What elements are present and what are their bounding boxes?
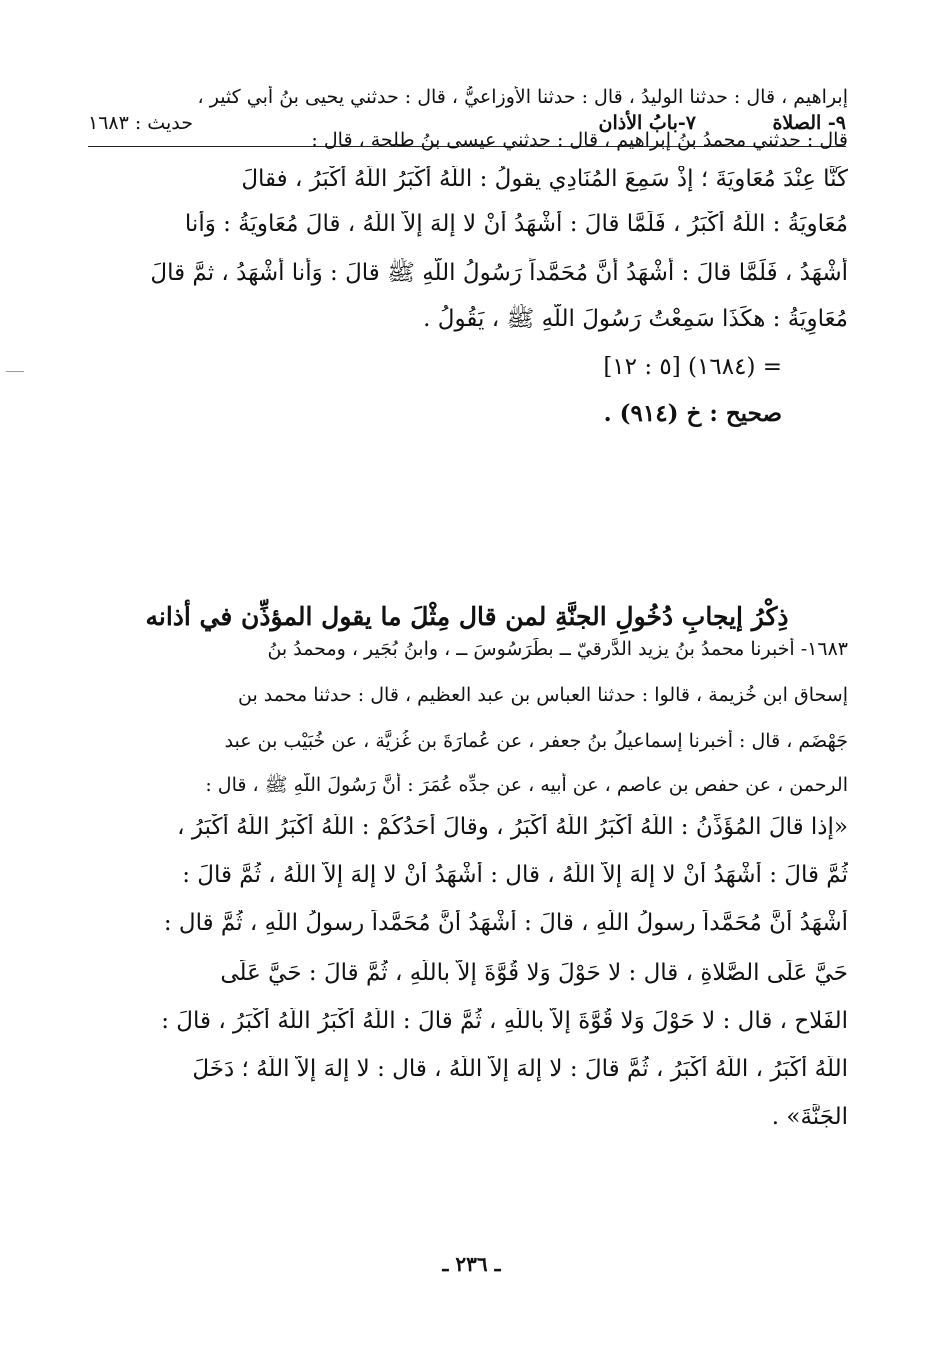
matn-line: أَشْهَدُ ، فَلَمَّا قالَ : أَشْهَدُ أَنَّ مُحَمَّداً رَسُولُ اللَّهِ ﷺ قالَ : وَأَنا أَشْهَدُ ، ثمَّ قالَ (150, 260, 848, 286)
margin-mark (6, 371, 24, 372)
hadith-isnad-line: جَهْضَم ، قال : أخبرنا إسماعيلُ بنُ جعفر ، عن عُمارَةَ بن غُزيَّة ، عن خُبَيْب بن عبد (224, 730, 848, 752)
header-chapter-title: ٩- الصلاة (772, 112, 846, 134)
isnad-line: إبراهيم ، قال : حدثنا الوليدُ ، قال : حدثنا الأوزاعيُّ ، قال : حدثني يحيى بنُ أبي كثير ، (197, 86, 848, 108)
matn-line: مُعَاوِيَةُ : هكَذَا سَمِعْتُ رَسُولَ اللَّهِ ﷺ ، يَقُولُ . (423, 306, 848, 332)
page-number: ـ ٢٣٦ ـ (442, 1252, 501, 1276)
hadith-matn-line: الفَلاحِ ، قال : لا حَوْلَ وَلا قُوَّةَ إلاَّ باللَّهِ ، ثُمَّ قالَ : اللَّهُ أَكْبَرُ اللَّهُ أَكْبَرُ ، قالَ : (161, 1008, 848, 1034)
matn-line: كُنَّا عِنْدَ مُعَاوِيَةَ ؛ إِذْ سَمِعَ المُنَادِي يقولُ : اللَّهُ أَكْبَرُ اللَّهُ أَكْبَرُ ، فقالَ (241, 166, 848, 192)
header-book-title: ٧-بابُ الأذان (598, 112, 696, 134)
hadith-matn-line: «إذا قالَ المُؤَذِّنُ : اللَّهُ أَكْبَرُ اللَّهُ أَكْبَرُ ، وقالَ أَحَدُكُمْ : اللَّهُ أَكْبَرُ اللَّهُ أَكْبَرُ ، (177, 814, 848, 840)
hadith-matn-line: ثُمَّ قالَ : أَشْهَدُ أَنْ لا إلهَ إلاَّ اللَّهُ ، قال : أَشْهَدُ أَنْ لا إلهَ إلاَّ اللَّهُ ، ثُمَّ قالَ : (182, 862, 848, 888)
hadith-matn-line: أَشْهَدُ أَنَّ مُحَمَّداً رسولُ اللَّهِ ، قالَ : أَشْهَدُ أَنَّ مُحَمَّداً رسولُ اللَّهِ ، ثُمَّ قال : (163, 910, 848, 936)
cross-reference: = (١٦٨٤) [٥ : ١٢] (603, 354, 782, 380)
section-heading: ذِكْرُ إيجابِ دُخُولِ الجنَّةِ لمن قال مِثْلَ ما يقول المؤذِّن في أذانه (145, 602, 789, 631)
grading: صحيح : خ (٩١٤) . (603, 400, 782, 427)
hadith-isnad-line: الرحمن ، عن حفص بن عاصم ، عن أبيه ، عن جدِّه عُمَرَ : أَنَّ رَسُولَ اللَّهِ ﷺ ، قال : (205, 774, 848, 796)
hadith-matn-line: الجَنَّةَ» . (771, 1104, 848, 1130)
hadith-isnad-line: إسحاق ابن خُزيمة ، قالوا : حدثنا العباس بن عبد العظيم ، قال : حدثنا محمد بن (238, 684, 848, 706)
isnad-line: قال : حدثني محمدُ بنُ إبراهيم ، قال : حدثني عيسى بنُ طلحة ، قال : (311, 129, 848, 151)
header-hadith-number: حديث : ١٦٨٣ (88, 112, 193, 134)
hadith-isnad-line: ١٦٨٣- أخبرنا محمدُ بنُ يزيد الدَّرقيّ ــ بطَرَسُوسَ ــ ، وابنُ بُجَير ، ومحمدُ بنُ (267, 638, 848, 660)
hadith-matn-line: حَيَّ عَلَى الصَّلاةِ ، قال : لا حَوْلَ وَلا قُوَّةَ إلاَّ باللَّهِ ، ثُمَّ قالَ : حَيَّ عَلَى (220, 960, 848, 986)
matn-line: مُعَاوِيَةُ : اللَّهُ أَكْبَرُ ، فَلَمَّا قالَ : أَشْهَدُ أَنْ لا إلهَ إلاَّ اللَّهُ ، قالَ مُعَاوِيَةُ : وَأَنا (184, 211, 848, 237)
hadith-matn-line: اللَّهُ أَكْبَرُ ، اللَّهُ أَكْبَرُ ، ثُمَّ قالَ : لا إلهَ إلاَّ اللَّهُ ، قال : لا إلهَ إلاَّ اللَّهُ ؛ دَخَلَ (192, 1056, 848, 1082)
